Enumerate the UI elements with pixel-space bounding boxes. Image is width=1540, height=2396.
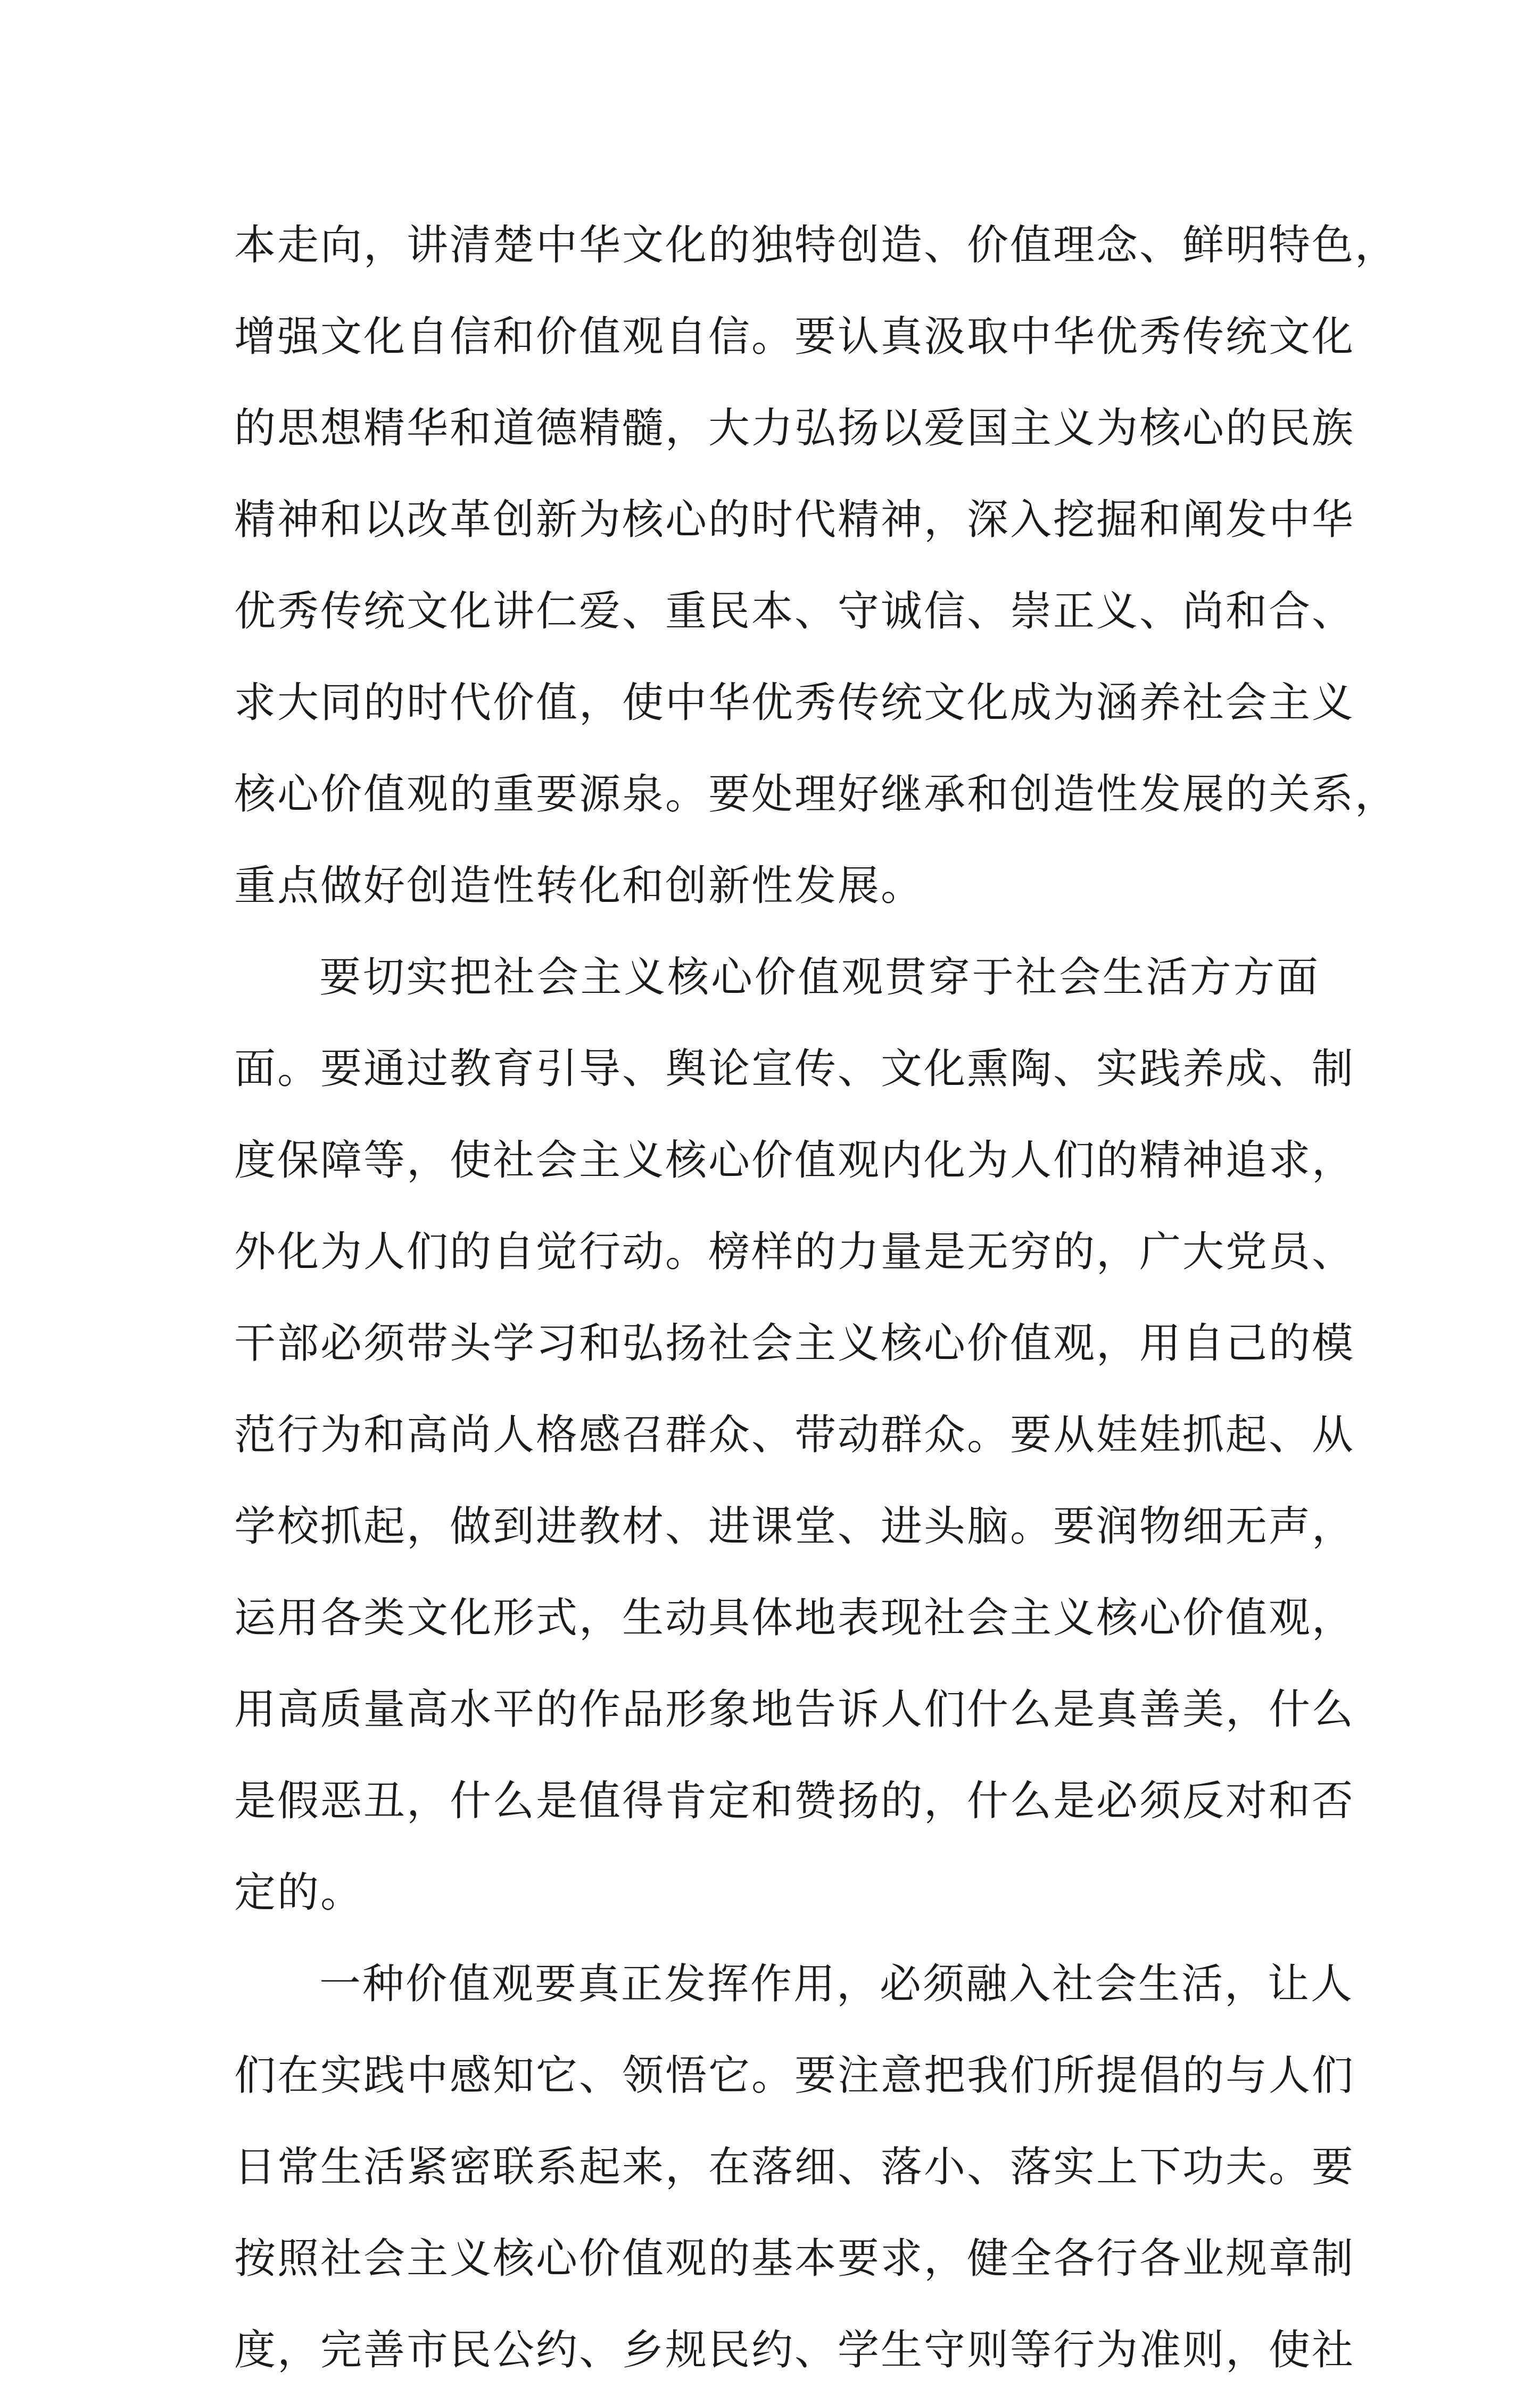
text-line: 精神和以改革创新为核心的时代精神，深入挖掘和阐发中华 — [234, 496, 1355, 544]
text-line: 学校抓起，做到进教材、进课堂、进头脑。要润物细无声， — [234, 1503, 1355, 1551]
text-line: 用高质量高水平的作品形象地告诉人们什么是真善美，什么 — [234, 1686, 1355, 1734]
paragraph-first-line: 要切实把社会主义核心价值观贯穿于社会生活方方面 — [319, 954, 1320, 1001]
text-line: 核心价值观的重要源泉。要处理好继承和创造性发展的关系， — [234, 770, 1398, 818]
body-text — [234, 200, 1398, 2396]
text-line: 增强文化自信和价值观自信。要认真汲取中华优秀传统文化 — [234, 313, 1355, 361]
paragraph-first-line: 一种价值观要真正发挥作用，必须融入社会生活，让人 — [319, 1960, 1354, 2008]
text-line: 求大同的时代价值，使中华优秀传统文化成为涵养社会主义 — [234, 679, 1355, 727]
text-line: 运用各类文化形式，生动具体地表现社会主义核心价值观， — [234, 1594, 1355, 1642]
text-line: 度保障等，使社会主义核心价值观内化为人们的精神追求， — [234, 1137, 1355, 1184]
text-line: 按照社会主义核心价值观的基本要求，健全各行各业规章制 — [234, 2235, 1355, 2283]
text-line: 定的。 — [234, 1869, 364, 1917]
text-line: 是假恶丑，什么是值得肯定和赞扬的，什么是必须反对和否 — [234, 1777, 1355, 1825]
text-line: 外化为人们的自觉行动。榜样的力量是无穷的，广大党员、 — [234, 1228, 1355, 1276]
text-line: 本走向，讲清楚中华文化的独特创造、价值理念、鲜明特色， — [234, 221, 1398, 269]
text-line: 范行为和高尚人格感召群众、带动群众。要从娃娃抓起、从 — [234, 1411, 1355, 1459]
text-line: 干部必须带头学习和弘扬社会主义核心价值观，用自己的模 — [234, 1320, 1355, 1367]
text-line: 日常生活紧密联系起来，在落细、落小、落实上下功夫。要 — [234, 2143, 1355, 2191]
text-line: 重点做好创造性转化和创新性发展。 — [234, 862, 924, 910]
text-line: 面。要通过教育引导、舆论宣传、文化熏陶、实践养成、制 — [234, 1045, 1355, 1093]
text-line: 们在实践中感知它、领悟它。要注意把我们所提倡的与人们 — [234, 2052, 1355, 2100]
text-line: 度，完善市民公约、乡规民约、学生守则等行为准则，使社 — [234, 2326, 1355, 2374]
text-line: 的思想精华和道德精髓，大力弘扬以爱国主义为核心的民族 — [234, 404, 1355, 452]
text-line: 优秀传统文化讲仁爱、重民本、守诚信、崇正义、尚和合、 — [234, 587, 1355, 635]
